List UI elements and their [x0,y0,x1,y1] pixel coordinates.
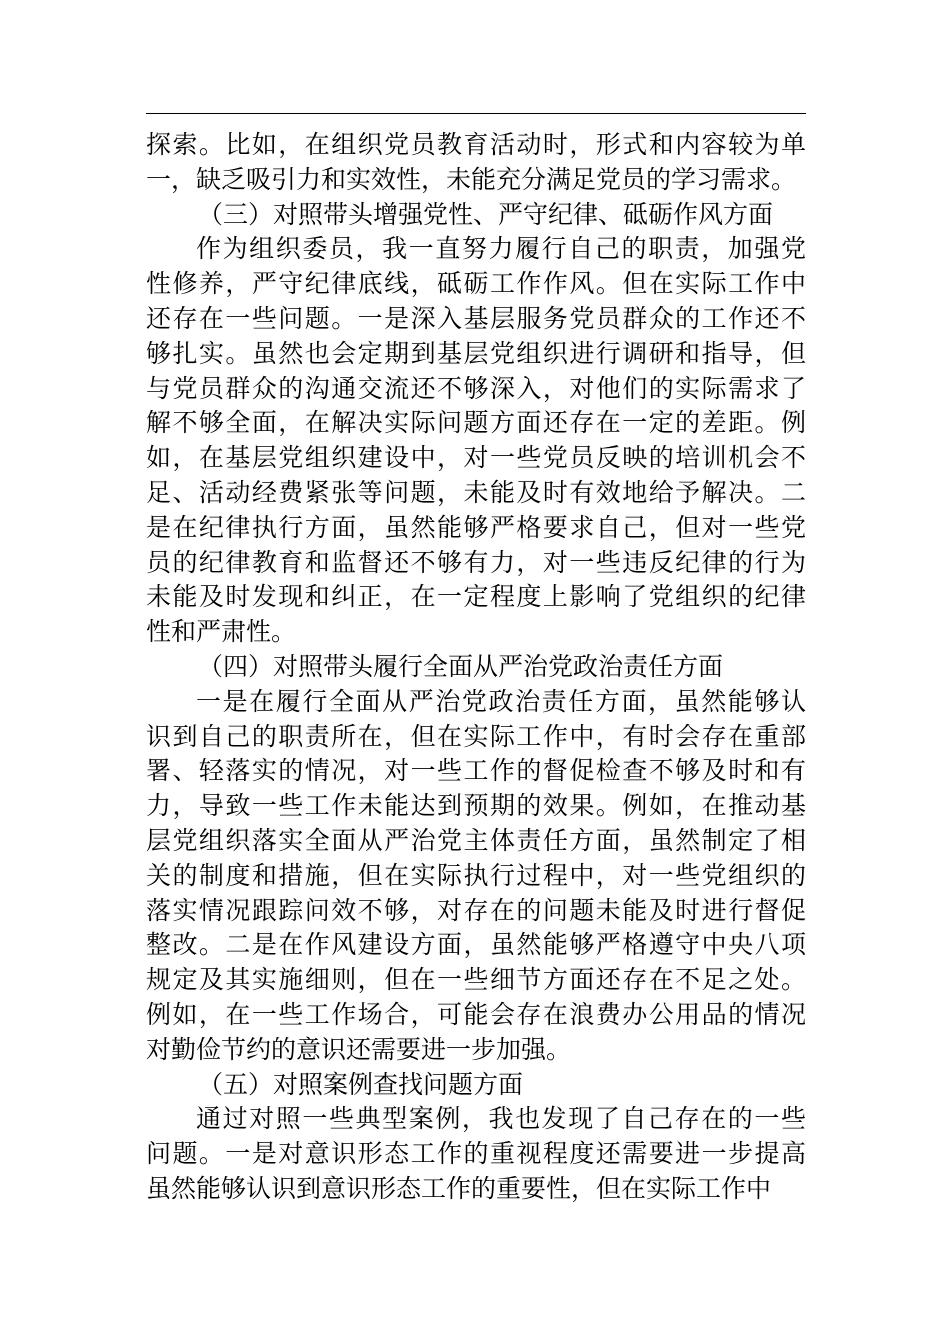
text-line: 与党员群众的沟通交流还不够深入，对他们的实际需求了 [146,373,806,403]
text-line: 足、活动经费紧张等问题，未能及时有效地给予解决。二 [146,477,806,507]
heading-text: （五）对照案例查找问题方面 [198,1069,524,1099]
text-line: 如，在基层党组织建设中，对一些党员反映的培训机会不 [146,443,806,473]
text-line: 未能及时发现和纠正，在一定程度上影响了党组织的纪律 [146,582,806,612]
heading-text: （三）对照带头增强党性、严守纪律、砥砺作风方面 [198,199,774,229]
paragraph [146,128,806,198]
paragraph [146,232,806,650]
document-body [146,128,806,1207]
text-line: 规定及其实施细则，但在一些细节方面还存在不足之处。 [146,965,806,995]
text-line: 落实情况跟踪问效不够，对存在的问题未能及时进行督促 [146,895,806,925]
text-line: 探索。比如，在组织党员教育活动时，形式和内容较为单 [146,130,806,159]
text-line: 关的制度和措施，但在实际执行过程中，对一些党组织的 [146,860,806,890]
text-line: 员的纪律教育和监督还不够有力，对一些违反纪律的行为 [146,547,806,577]
section-heading [146,1068,806,1103]
text-line: 识到自己的职责所在，但在实际工作中，有时会存在重部 [146,721,806,751]
text-line: 层党组织落实全面从严治党主体责任方面，虽然制定了相 [146,825,806,855]
text-line: 性和严肃性。 [146,617,297,647]
text-line: 问题。一是对意识形态工作的重视程度还需要进一步提高 [146,1139,806,1169]
text-line: 例如，在一些工作场合，可能会存在浪费办公用品的情况 [146,999,806,1029]
text-line: 性修养，严守纪律底线，砥砺工作作风。但在实际工作中 [146,269,806,299]
text-line: 够扎实。虽然也会定期到基层党组织进行调研和指导，但 [146,338,806,368]
text-line: 一，缺乏吸引力和实效性，未能充分满足党员的学习需求。 [146,164,797,194]
text-line: 解不够全面，在解决实际问题方面还存在一定的差距。例 [146,408,806,438]
text-line: 对勤俭节约的意识还需要进一步加强。 [146,1034,572,1064]
text-line: 虽然能够认识到意识形态工作的重要性，但在实际工作中 [146,1173,772,1203]
section-heading [146,650,806,685]
section-heading [146,198,806,233]
text-line: 作为组织委员，我一直努力履行自己的职责，加强党 [196,234,806,264]
paragraph [146,685,806,1068]
text-line: 一是在履行全面从严治党政治责任方面，虽然能够认 [196,686,806,716]
text-line: 通过对照一些典型案例，我也发现了自己存在的一些 [196,1104,806,1134]
text-line: 整改。二是在作风建设方面，虽然能够严格遵守中央八项 [146,930,806,960]
text-line: 署、轻落实的情况，对一些工作的督促检查不够及时和有 [146,756,806,786]
text-line: 力，导致一些工作未能达到预期的效果。例如，在推动基 [146,791,806,821]
text-line: 还存在一些问题。一是深入基层服务党员群众的工作还不 [146,303,806,333]
header-rule [146,113,806,114]
paragraph [146,1102,806,1206]
text-line: 是在纪律执行方面，虽然能够严格要求自己，但对一些党 [146,512,806,542]
heading-text: （四）对照带头履行全面从严治党政治责任方面 [198,651,724,681]
